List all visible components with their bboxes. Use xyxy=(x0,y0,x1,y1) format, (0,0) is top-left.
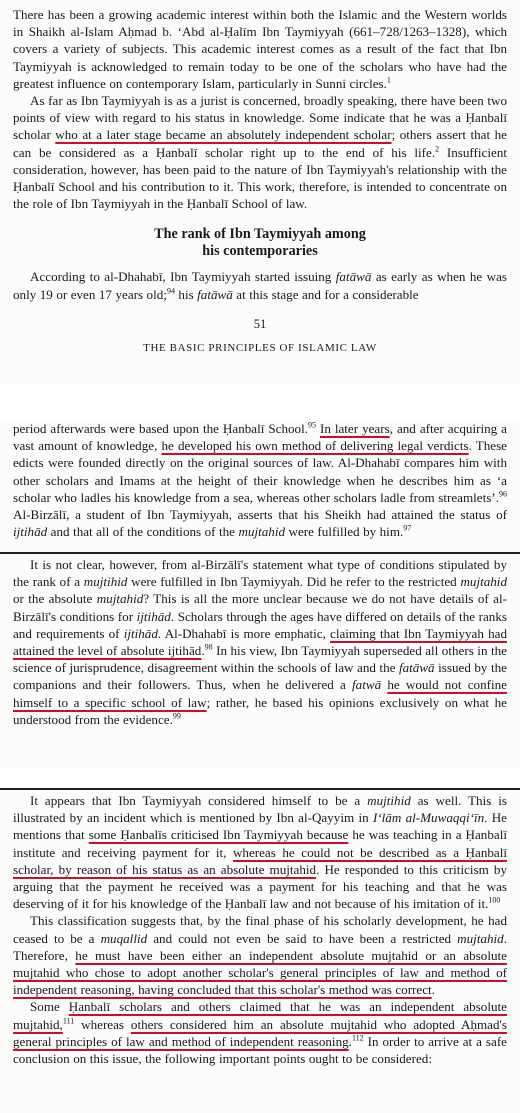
claims-paragraph: Some Ḥanbalī scholars and others claimed that he was an independent absolute mujtahid,$^{111}$ whereas others considered him an absolute mujtahid who adopted Aḥmad's general principles of law and method of independent reasoning.$^{112}$ In order to arrive at a safe conclusion on this issue, the following important points ought to be considered: xyxy=(13,999,507,1067)
intro-paragraph: There has been a growing academic interest within both the Islamic and the Western worlds in Shaikh al-Islam Aḥmad b. ‘Abd al-Ḥalīm Ibn Taymiyyah (661–728/1263–1328), which covers a variety of subjects. This academic interest comes as a result of the fact that Ibn Taymiyyah is acknowledged to remain today to be one of the scholars who have had the greatest influence on contemporary Islam, particularly in Sunni circles.$^1$ xyxy=(13,7,507,91)
footnote-ref: 94 xyxy=(166,286,175,296)
method-paragraph: period afterwards were based upon the Ḥanbalī School.$^{95}$ In later years, and after acquiring a vast amount of knowledge, he developed his own method of delivering legal verdicts. These edicts were founded directly on the original sources of law. Al-Dhahabī compares him with other scholars and Imams at the height of their knowledge when he describes him as ‘a scholar who ladles his knowledge from a sea, whereas other scholars ladle from streamlets’.$^{96}$ Al-Birzālī, a student of Ibn Taymiyyah, asserts that his Sheikh had attained the status of ijtihād and that all of the conditions of the mujtahid were fulfilled by him.$^{97}$ xyxy=(13,420,507,540)
qayyim-paragraph: It appears that Ibn Taymiyyah considered himself to be a mujtihid as well. This is illustrated by an incident which is mentioned by Ibn al-Qayyim in I‘lām al-Muwaqqi‘īn. He mentions that some Ḥanbalīs criticised Ibn Taymiyyah because he was teaching in a Ḥanbalī institute and receiving payment for it, whereas he could not be described as a Ḥanbalī scholar, by reason of his status as an absolute mujtahid. He responded to this criticism by arguing that the payment he received was a payment for his teaching and that he was deserving of it for his knowledge of the Ḥanbalī law and not because of his imitation of it.$^{100}$ xyxy=(13,793,507,912)
highlight-underline: In later years xyxy=(319,421,390,436)
highlight-underline: whereas he could not be described as a Ḥanbalī scholar, by reason of his status as an absolute mujtahid xyxy=(13,844,507,877)
footnote-ref: 2 xyxy=(435,144,440,154)
page-number: 51 xyxy=(253,316,267,331)
footnote-ref: 1 xyxy=(386,75,391,85)
page-excerpt-2 xyxy=(0,420,520,551)
highlight-underline: he developed his own method of delivering legal verdicts xyxy=(161,438,469,454)
page-excerpt-1 xyxy=(0,0,520,385)
highlight-underline: claiming that Ibn Taymiyyah had attained the level of absolute ijtihād xyxy=(13,625,507,659)
section-heading: The rank of Ibn Taymiyyah among his contemporaries xyxy=(154,226,366,260)
highlight-underline: he would not confine himself to a specific school of law xyxy=(13,677,507,710)
highlight-underline: others considered him an absolute mujtahid who adopted Aḥmad's general principles of law and method of independent reasoning xyxy=(13,1016,507,1049)
running-head: THE BASIC PRINCIPLES OF ISLAMIC LAW xyxy=(143,341,377,354)
birzali-paragraph: It is not clear, however, from al-Birzālī's statement what type of conditions stipulated by the rank of a mujtihid were fulfilled in Ibn Taymiyyah. Did he refer to the restricted mujtahid or the absolute mujtahid? This is all the more unclear because we do not have details of al-Birzālī's conditions for ijtihād. Scholars through the ages have differed on details of the ranks and requirements of ijtihād. Al-Dhahabī is more emphatic, claiming that Ibn Taymiyyah had attained the level of absolute ijtihād.$^{98}$ In his view, Ibn Taymiyyah superseded all others in the science of jurisprudence, disagreement within the schools of law and the fatāwā issued by the companions and their followers. Thus, when he delivered a fatwā he would not confine himself to a specific school of law; rather, he based his opinions exclusively on what he understood from the evidence.$^{99}$ xyxy=(13,557,507,727)
page-excerpt-4 xyxy=(0,790,520,1113)
page-excerpt-3 xyxy=(0,554,520,768)
classification-paragraph: This classification suggests that, by the final phase of his scholarly development, he had ceased to be a muqallid and could not even be said to have been a restricted mujtahid. Therefore, he must have been either an independent absolute mujtahid or an absolute mujtahid who chose to adopt another scholar's general principles of law and method of independent reasoning, having concluded that this scholar's method was correct. xyxy=(13,913,508,998)
dhahabi-paragraph: According to al-Dhahabī, Ibn Taymiyyah started issuing fatāwā as early as when he was only 19 or even 17 years old;$^{94}$ his fatāwā at this stage and for a considerable xyxy=(13,269,507,302)
highlight-underline: Ḥanbalī scholars and others claimed that he was an independent absolute mujtahid, xyxy=(13,999,507,1032)
highlight-underline: some Ḥanbalīs criticised Ibn Taymiyyah because xyxy=(88,827,349,843)
highlight-underline: who at a later stage became an absolutely independent scholar xyxy=(55,127,392,143)
highlight-underline: he must have been either an independent absolute mujtahid or an absolute mujtahid who chose to adopt another scholar's general principles of law and method of independent reasoning, having concluded that this scholar's method was correct xyxy=(13,947,507,998)
jurist-paragraph: As far as Ibn Taymiyyah is as a jurist is concerned, broadly speaking, there have been two points of view with regard to his status in knowledge. Some indicate that he was a Ḥanbalī scholar who at a later stage became an absolutely independent scholar; others assert that he can be considered as a Ḥanbalī scholar right up to the end of his life.$^2$ Insufficient consideration, however, has been paid to the nature of Ibn Taymiyyah's relationship with the Ḥanbalī School and his contribution to it. This work, therefore, is intended to concentrate on the role of Ibn Taymiyyah in the Ḥanbalī School of law. xyxy=(13,93,508,212)
